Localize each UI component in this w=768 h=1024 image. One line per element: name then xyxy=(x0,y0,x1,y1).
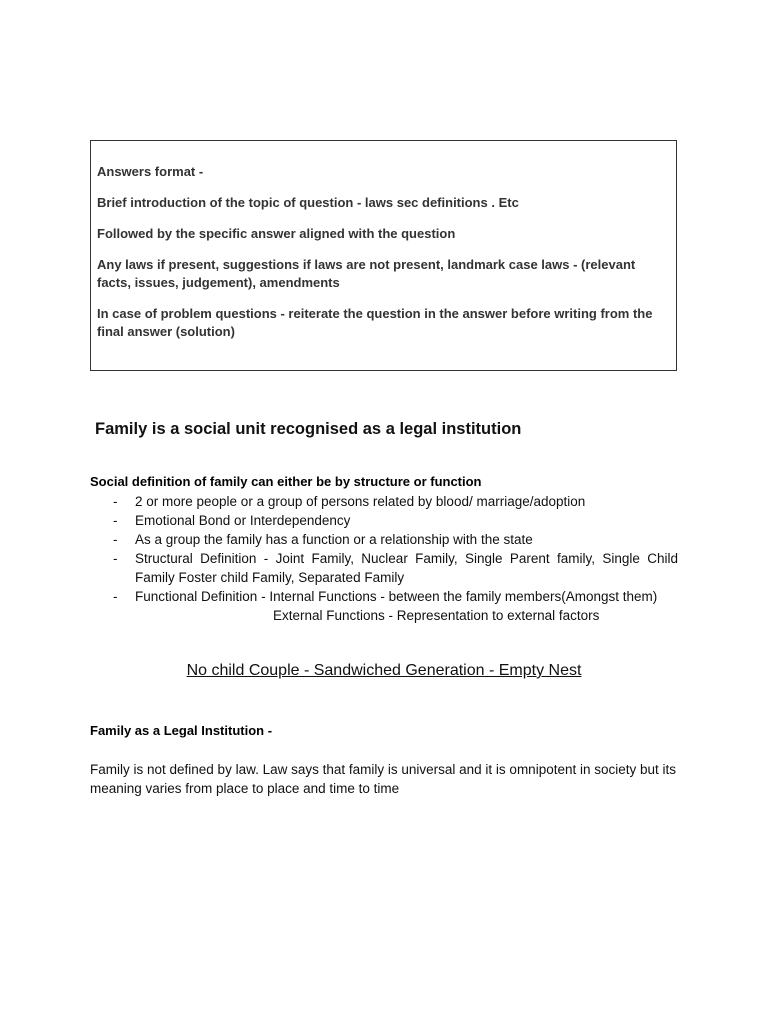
list-item xyxy=(90,530,678,549)
answer-format-box xyxy=(90,140,677,371)
answer-format-line: Brief introduction of the topic of question - laws sec definitions . Etc xyxy=(97,195,519,210)
social-definition-heading: Social definition of family can either be by structure or function xyxy=(90,474,482,489)
list-item xyxy=(90,511,678,530)
legal-institution-paragraph: Family is not defined by law. Law says that family is universal and it is omnipotent in society but its meaning varies from place to place and time to time xyxy=(90,762,677,796)
bullet-dash: - xyxy=(113,532,118,547)
list-item xyxy=(90,492,678,511)
list-item xyxy=(90,587,678,606)
bullet-dash: - xyxy=(113,494,118,509)
list-item-text: External Functions - Representation to external factors xyxy=(273,608,600,623)
main-heading: Family is a social unit recognised as a legal institution xyxy=(95,420,522,438)
list-item-text: Functional Definition - Internal Functions - between the family members(Amongst them) xyxy=(135,589,658,604)
list-item-text: As a group the family has a function or a relationship with the state xyxy=(135,532,533,547)
list-item xyxy=(90,549,678,587)
bullet-dash: - xyxy=(113,551,118,566)
social-definition-list xyxy=(90,492,678,625)
answer-format-title: Answers format - xyxy=(97,164,204,179)
answer-format-line: In case of problem questions - reiterate the question in the answer before writing from the final answer (solution) xyxy=(97,306,653,339)
answer-format-line: Any laws if present, suggestions if laws are not present, landmark case laws - (relevant facts, issues, judgement), amendments xyxy=(97,257,636,290)
list-item-text: Emotional Bond or Interdependency xyxy=(135,513,351,528)
list-item-continuation xyxy=(90,606,678,625)
list-item-text: Structural Definition - Joint Family, Nuclear Family, Single Parent family, Single Child Family Foster child Family, Separated Family xyxy=(135,551,678,585)
generations-line: No child Couple - Sandwiched Generation - Empty Nest xyxy=(186,662,582,679)
legal-institution-heading: Family as a Legal Institution - xyxy=(90,723,273,738)
bullet-dash: - xyxy=(113,589,118,604)
bullet-dash: - xyxy=(113,513,118,528)
list-item-text: 2 or more people or a group of persons related by blood/ marriage/adoption xyxy=(135,494,586,509)
answer-format-line: Followed by the specific answer aligned with the question xyxy=(97,226,456,241)
